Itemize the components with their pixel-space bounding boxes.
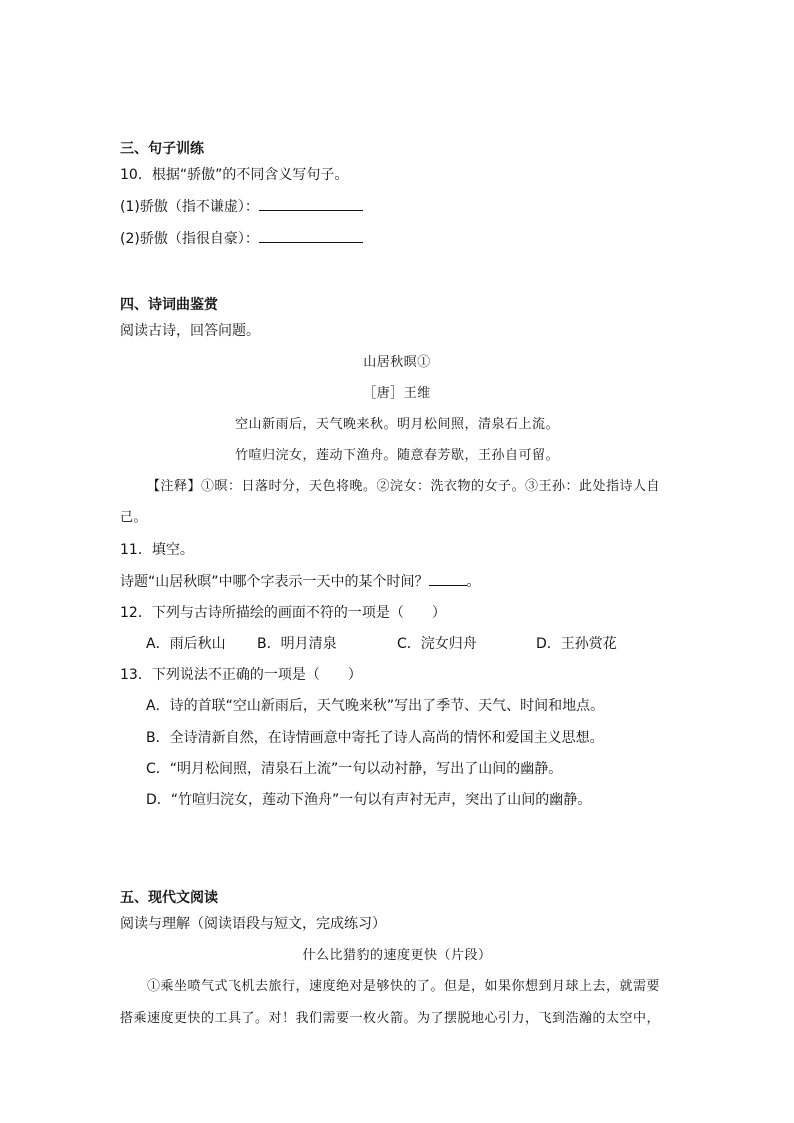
poem-line-2: 竹喧归浣女，莲动下渔舟。随意春芳歇，王孙自可留。 <box>234 448 559 463</box>
passage-paragraph-1-line-1: ①乘坐喷气式飞机去旅行，速度绝对是够快的了。但是，如果你想到月球上去，就需要 <box>147 979 661 994</box>
question-10-2 <box>120 230 363 248</box>
question-12-option-c[interactable]: C．浣女归舟 <box>397 636 477 652</box>
question-13-option-a[interactable]: A．诗的首联“空山新雨后，天气晚来秋”写出了季节、天气、时间和地点。 <box>146 698 605 714</box>
passage-title: 什么比猎豹的速度更快（片段） <box>302 948 492 963</box>
poem-line-1: 空山新雨后，天气晚来秋。明月松间照，清泉石上流。 <box>234 417 559 432</box>
poem-author: ［唐］王维 <box>363 386 431 401</box>
question-10-2-label: (2)骄傲（指很自豪）： <box>120 231 259 247</box>
question-13: 13．下列说法不正确的一项是（ ） <box>120 667 362 683</box>
poem-notes-line-2: 己。 <box>120 510 148 525</box>
question-13-option-d[interactable]: D．“竹喧归浣女，莲动下渔舟”一句以有声衬无声，突出了山间的幽静。 <box>146 792 592 808</box>
section-5-title: 五、现代文阅读 <box>120 890 218 906</box>
question-10: 10．根据“骄傲”的不同含义写句子。 <box>120 167 349 183</box>
poem-title: 山居秋暝① <box>363 355 431 370</box>
question-11-prompt: 诗题“山居秋暝”中哪个字表示一天中的某个时间？ <box>120 574 429 590</box>
section-5-intro: 阅读与理解（阅读语段与短文，完成练习） <box>120 916 386 932</box>
question-12-option-a[interactable]: A．雨后秋山 <box>146 636 226 652</box>
question-13-option-b[interactable]: B．全诗清新自然，在诗情画意中寄托了诗人高尚的情怀和爱国主义思想。 <box>146 730 604 746</box>
section-4-title: 四、诗词曲鉴赏 <box>120 297 218 313</box>
question-13-option-c[interactable]: C．“明月松间照，清泉石上流”一句以动衬静，写出了山间的幽静。 <box>146 761 563 777</box>
passage-paragraph-1-line-2: 搭乘速度更快的工具了。对！我们需要一枚火箭。为了摆脱地心引力，飞到浩瀚的太空中， <box>120 1011 661 1026</box>
answer-blank-11[interactable] <box>429 573 467 586</box>
question-12: 12．下列与古诗所描绘的画面不符的一项是（ ） <box>120 605 446 621</box>
question-11-end: 。 <box>466 574 481 590</box>
question-10-1 <box>120 198 363 216</box>
section-3-title: 三、句子训练 <box>120 141 204 157</box>
question-12-option-b[interactable]: B．明月清泉 <box>257 636 337 652</box>
question-11-text <box>120 573 481 591</box>
poem-notes-line-1: 【注释】①暝：日落时分，天色将晚。②浣女：洗衣物的女子。③王孙：此处指诗人自 <box>147 479 661 494</box>
answer-blank-10-2[interactable] <box>259 230 363 243</box>
section-4-intro: 阅读古诗，回答问题。 <box>120 323 260 339</box>
question-11: 11．填空。 <box>120 542 194 558</box>
question-10-1-label: (1)骄傲（指不谦虚）： <box>120 199 259 215</box>
answer-blank-10-1[interactable] <box>259 198 363 211</box>
question-12-option-d[interactable]: D．王孙赏花 <box>536 636 617 652</box>
